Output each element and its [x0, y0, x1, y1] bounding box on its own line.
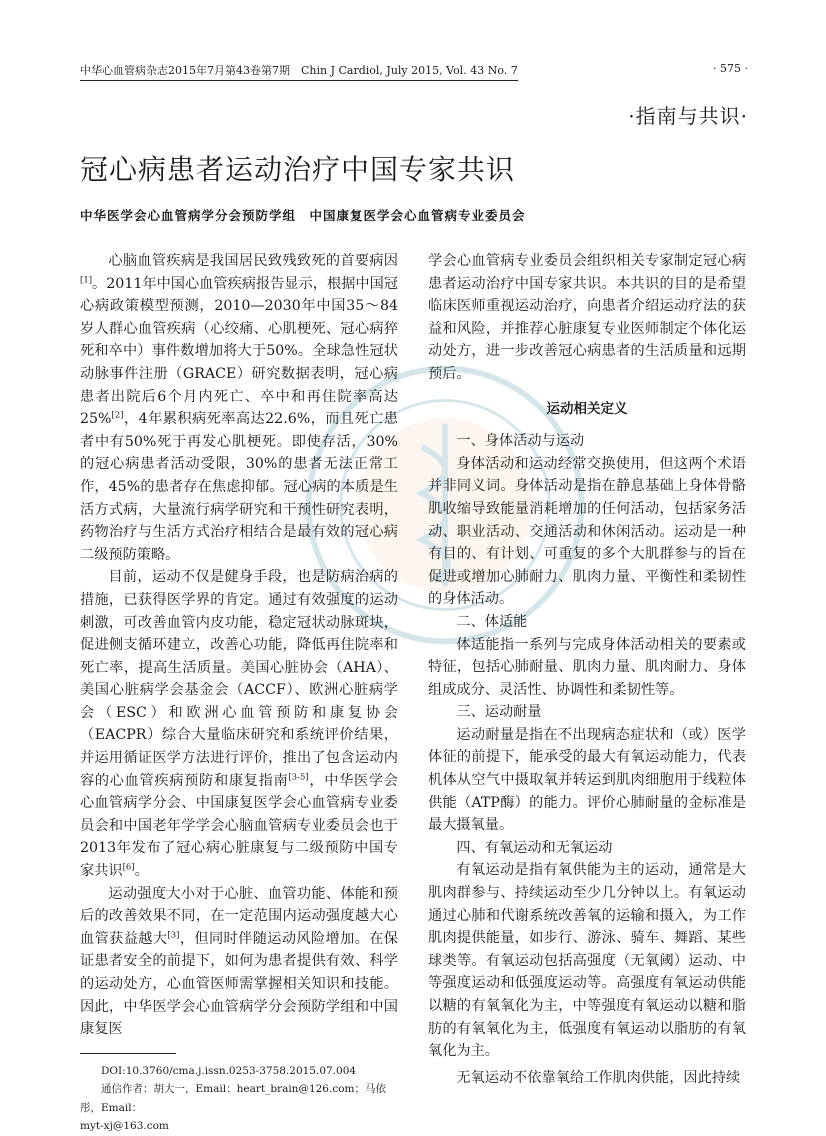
paragraph — [428, 634, 746, 702]
page-number: · 575 · — [713, 62, 748, 75]
left-column-wrapper — [80, 250, 398, 1136]
paragraph — [428, 859, 746, 1062]
running-header: 中华心血管病杂志2015年7月第43卷第7期 Chin J Cardiol, July 2015, Vol. 43 No. 7 — [80, 62, 518, 81]
text-run: 心脑血管疾病是我国居民致残致死的首要病因 — [108, 253, 398, 269]
text-run: 。2011年中国心血管疾病报告显示，根据中国冠心病政策模型预测，2010—2030年中国35～84岁人群心血管疾病（心绞痛、心肌梗死、冠心病猝死和卒中）事件数增加将大于50%。全球急性冠状动脉事件注册（GRACE）研究数据表明，冠心病患者出院后6个月内死亡、卒中和再住院率高达25% — [80, 275, 398, 428]
text-run: 一、身体活动与运动 — [456, 433, 585, 450]
text-run: ，4年累积病死率高达22.6%，而且死亡患者中有50%死于再发心肌梗死。即使存活，30%的冠心病患者活动受限，30%的患者无法正常工作，45%的患者存在焦虑抑郁。冠心病的本质是生活方式病，大量流行病学研究和干预性研究表明，药物治疗与生活方式治疗相结合是最有效的冠心病二级预防策略。 — [80, 411, 398, 563]
text-run: ，中华医学会心血管病学分会、中国康复医学会心血管病专业委员会和中国老年学学会心脑血管病专业委员会也于2013年发布了冠心病心脏康复与二级预防中国专家共识 — [80, 772, 398, 880]
text-run: 运动耐量是指在不出现病态症状和（或）医学体征的前提下，能承受的最大有氧运动能力，代表机体从空气中摄取氧并转运到肌肉细胞用于线粒体供能（ATP酶）的能力。评价心肺耐量的金标准是最大摄氧量。 — [428, 726, 746, 834]
text-run: 四、有氧运动和无氧运动 — [456, 839, 613, 856]
paragraph — [428, 430, 746, 453]
paragraph — [428, 1067, 746, 1090]
text-run: 运动相关定义 — [546, 400, 628, 417]
citation: [6] — [122, 862, 135, 873]
footnote — [80, 1062, 398, 1136]
text-run: 目前，运动不仅是健身手段，也是防病治病的措施，已获得医学界的肯定。通过有效强度的运动刺激，可改善血管内皮功能，稳定冠状动脉斑块，促进侧支循环建立，改善心功能，降低再住院率和死亡率，提高生活质量。美国心脏协会（AHA）、美国心脏病学会基金会（ACCF）、欧洲心脏病学会（ESC）和欧洲心血管预防和康复协会（EACPR）综合大量临床研究和系统评价结果，并运用循证医学方法进行评价，推出了包含运动内容的心血管疾病预防和康复指南 — [80, 569, 398, 789]
paragraph — [80, 250, 398, 566]
paragraph — [428, 724, 746, 837]
text-run: 运动强度大小对于心脏、血管功能、体能和预后的改善效果不同，在一定范围内运动强度越大心血管获益越大 — [80, 885, 398, 947]
correspondence-email: myt-xj@163.com — [80, 1120, 169, 1133]
text-run: 有氧运动是指有氧供能为主的运动，通常是大肌肉群参与、持续运动至少几分钟以上。有氧运动通过心肺和代谢系统改善氧的运输和摄入，为工作肌肉提供能量，如步行、游泳、骑车、舞蹈、某些球类等。有氧运动包括高强度（无氧阈）运动、中等强度运动和低强度运动等。高强度有氧运动供能以糖的有氧氧化为主，中等强度有氧运动以糖和脂肪的有氧氧化为主，低强度有氧运动以脂肪的有氧氧化为主。 — [428, 862, 746, 1060]
paragraph — [428, 837, 746, 860]
article-title: 冠心病患者运动治疗中国专家共识 — [80, 153, 516, 186]
text-run: 身体活动和运动经常交换使用，但这两个术语并非同义词。身体活动是指在静息基础上身体骨骼肌收缩导致能量消耗增加的任何活动，包括家务活动、职业活动、交通活动和休闲活动。运动是一种有目的、有计划、可重复的多个大肌群参与的旨在促进或增加心肺耐力、肌肉力量、平衡性和柔韧性的身体活动。 — [428, 455, 746, 608]
text-run: 三、运动耐量 — [456, 704, 542, 721]
paragraph — [428, 611, 746, 634]
text-run: 学会心血管病专业委员会组织相关专家制定冠心病患者运动治疗中国专家共识。本共识的目的是希望临床医师重视运动治疗，向患者介绍运动疗法的获益和风险，并推荐心脏康复专业医师制定个体化运动处方，进一步改善冠心病患者的生活质量和远期预后。 — [428, 253, 746, 382]
paragraph — [80, 883, 398, 1041]
column-tag: ·指南与共识· — [628, 104, 748, 128]
right-column — [428, 250, 746, 1089]
citation: [1] — [80, 274, 93, 285]
citation: [3] — [167, 930, 180, 941]
text-run: 无氧运动不依靠氧给工作肌肉供能，因此持续 — [456, 1069, 741, 1086]
correspondence: 通信作者：胡大一，Email：heart_brain@126.com；马依彤，Email： — [80, 1083, 386, 1114]
citation: [2] — [111, 410, 124, 421]
text-run: 。 — [134, 863, 149, 880]
text-run: ，但同时伴随运动风险增加。在保证患者安全的前提下，如何为患者提供有效、科学的运动处方，心血管医师需掌握相关知识和技能。因此，中华医学会心血管病学分会预防学组和中国康复医 — [80, 930, 398, 1038]
authors: 中华医学会心血管病学分会预防学组 中国康复医学会心血管病专业委员会 — [80, 208, 526, 223]
paragraph — [428, 250, 746, 386]
paragraph — [428, 453, 746, 611]
section-heading — [428, 398, 746, 421]
paragraph — [80, 566, 398, 882]
citation: [3-5] — [288, 771, 309, 782]
footnote-divider — [80, 1053, 176, 1054]
left-column — [80, 250, 398, 1041]
text-run: 体适能指一系列与完成身体活动相关的要素或特征，包括心肺耐量、肌肉力量、肌肉耐力、身体组成成分、灵活性、协调性和柔韧性等。 — [428, 636, 746, 698]
paragraph — [428, 701, 746, 724]
doi: DOI:10.3760/cma.j.issn.0253-3758.2015.07.004 — [101, 1064, 357, 1077]
text-run: 二、体适能 — [456, 613, 528, 630]
